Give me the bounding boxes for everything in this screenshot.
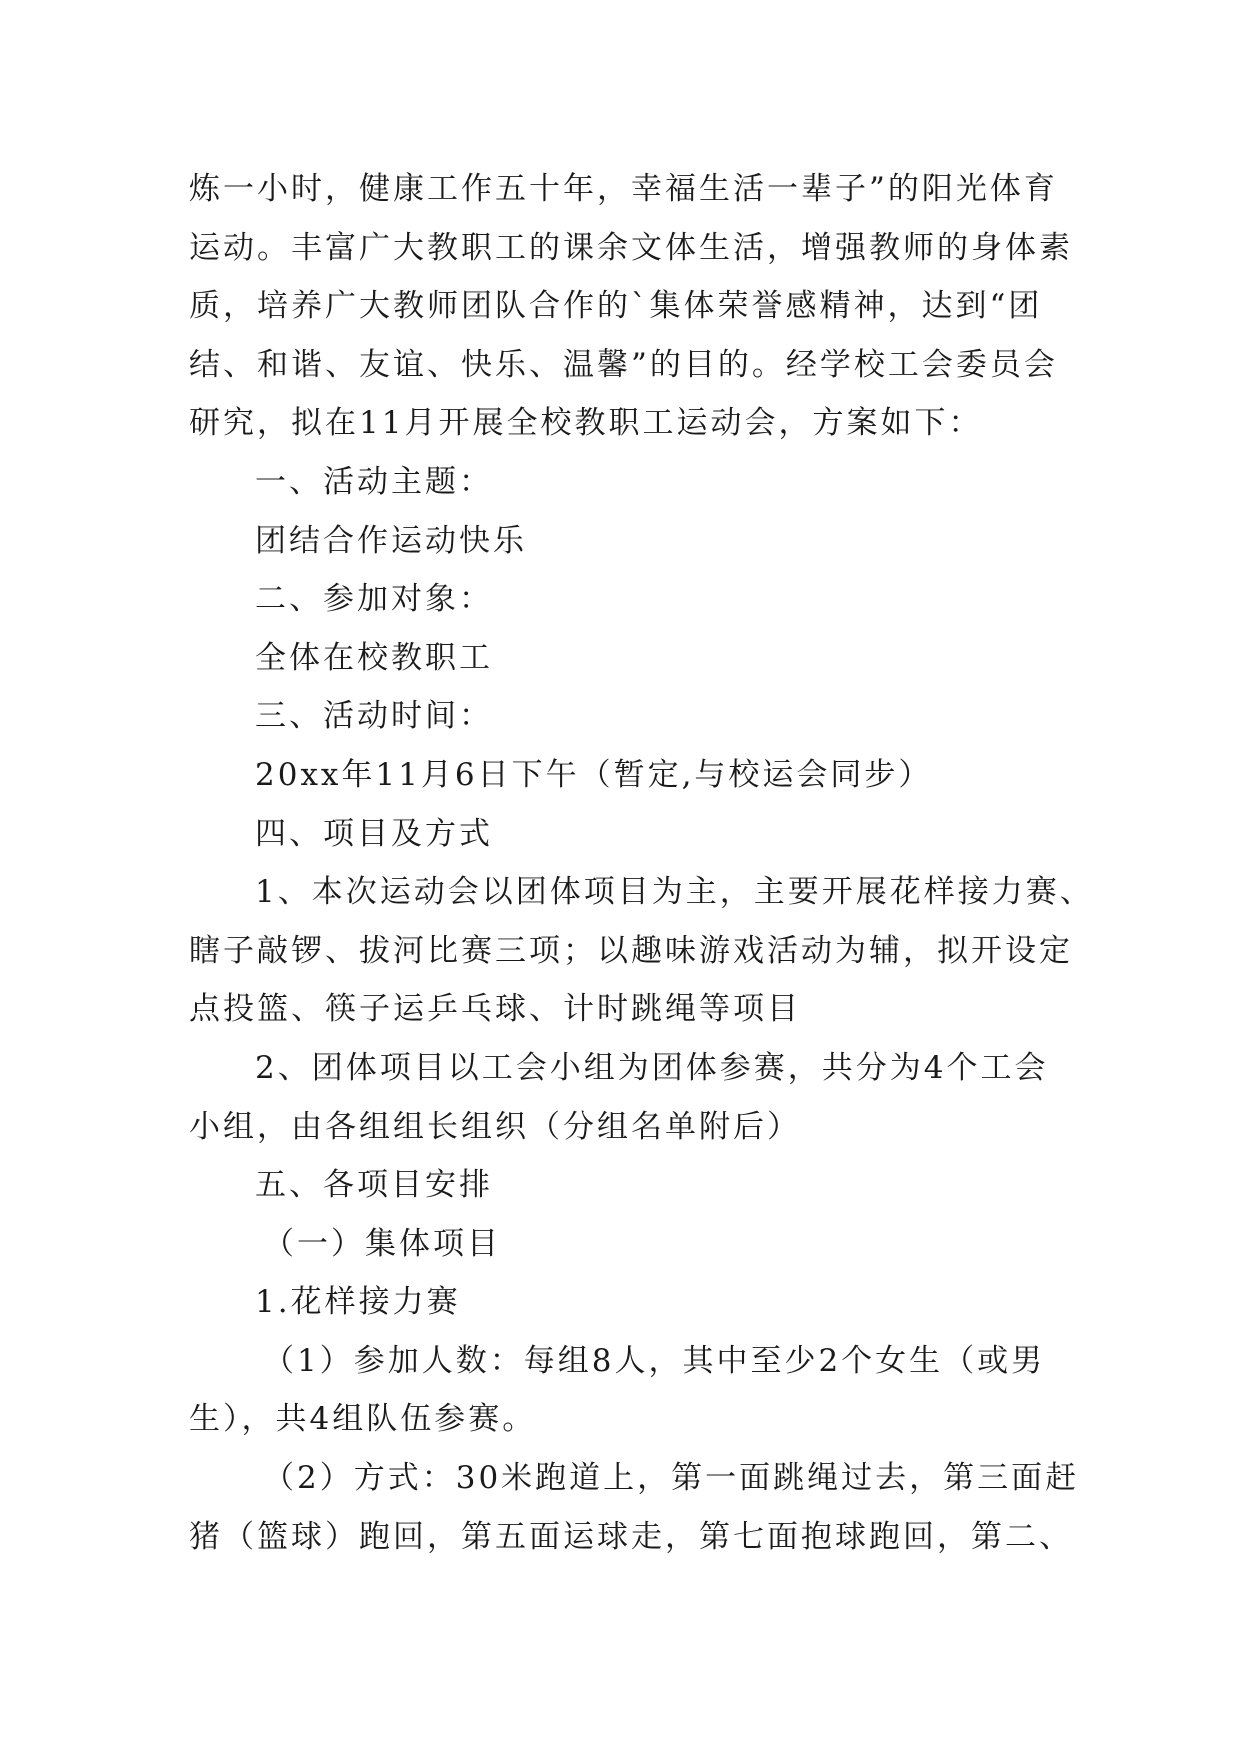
section-heading-arrangement: 五、各项目安排 [255,1167,493,1204]
events-item-1-line: 点投篮、筷子运乒乓球、计时跳绳等项目 [189,991,801,1028]
relay-participants-line: 生），共4组队伍参赛。 [189,1401,537,1438]
body-text-line: 研究，拟在11月开展全校教职工运动会，方案如下： [189,405,983,442]
relay-method-line: （2）方式：30米跑道上，第一面跳绳过去，第三面赶 [263,1460,1080,1497]
participants-text: 全体在校教职工 [255,639,493,676]
body-text-line: 质，培养广大教师团队合作的`集体荣誉感精神，达到“团 [189,288,1043,325]
body-text-line: 运动。丰富广大教职工的课余文体生活，增强教师的身体素 [189,229,1073,266]
time-text: 20xx年11月6日下午（暂定,与校运会同步） [255,756,933,793]
theme-text: 团结合作运动快乐 [255,522,527,559]
events-item-1-line: 1、本次运动会以团体项目为主，主要开展花样接力赛、 [255,874,1094,911]
body-text-line: 结、和谐、友谊、快乐、温馨”的目的。经学校工会委员会 [189,346,1058,383]
events-item-1-line: 瞎子敲锣、拔河比赛三项；以趣味游戏活动为辅，拟开设定 [189,932,1073,969]
events-item-2-line: 2、团体项目以工会小组为团体参赛，共分为4个工会 [255,1049,1049,1086]
section-heading-theme: 一、活动主题： [255,463,493,500]
section-heading-events: 四、项目及方式 [255,815,493,852]
section-heading-time: 三、活动时间： [255,698,493,735]
relay-method-line: 猪（篮球）跑回，第五面运球走，第七面抱球跑回，第二、 [189,1518,1073,1555]
events-item-2-line: 小组，由各组组长组织（分组名单附后） [189,1108,801,1145]
document-body [189,160,1094,1566]
section-heading-participants: 二、参加对象： [255,581,493,618]
relay-participants-line: （1）参加人数：每组8人，其中至少2个女生（或男 [263,1342,1046,1379]
subsection-heading-group-events: （一）集体项目 [263,1225,501,1262]
body-text-line: 炼一小时，健康工作五十年，幸福生活一辈子”的阳光体育 [189,171,1058,207]
event-heading-relay: 1.花样接力赛 [255,1284,461,1321]
